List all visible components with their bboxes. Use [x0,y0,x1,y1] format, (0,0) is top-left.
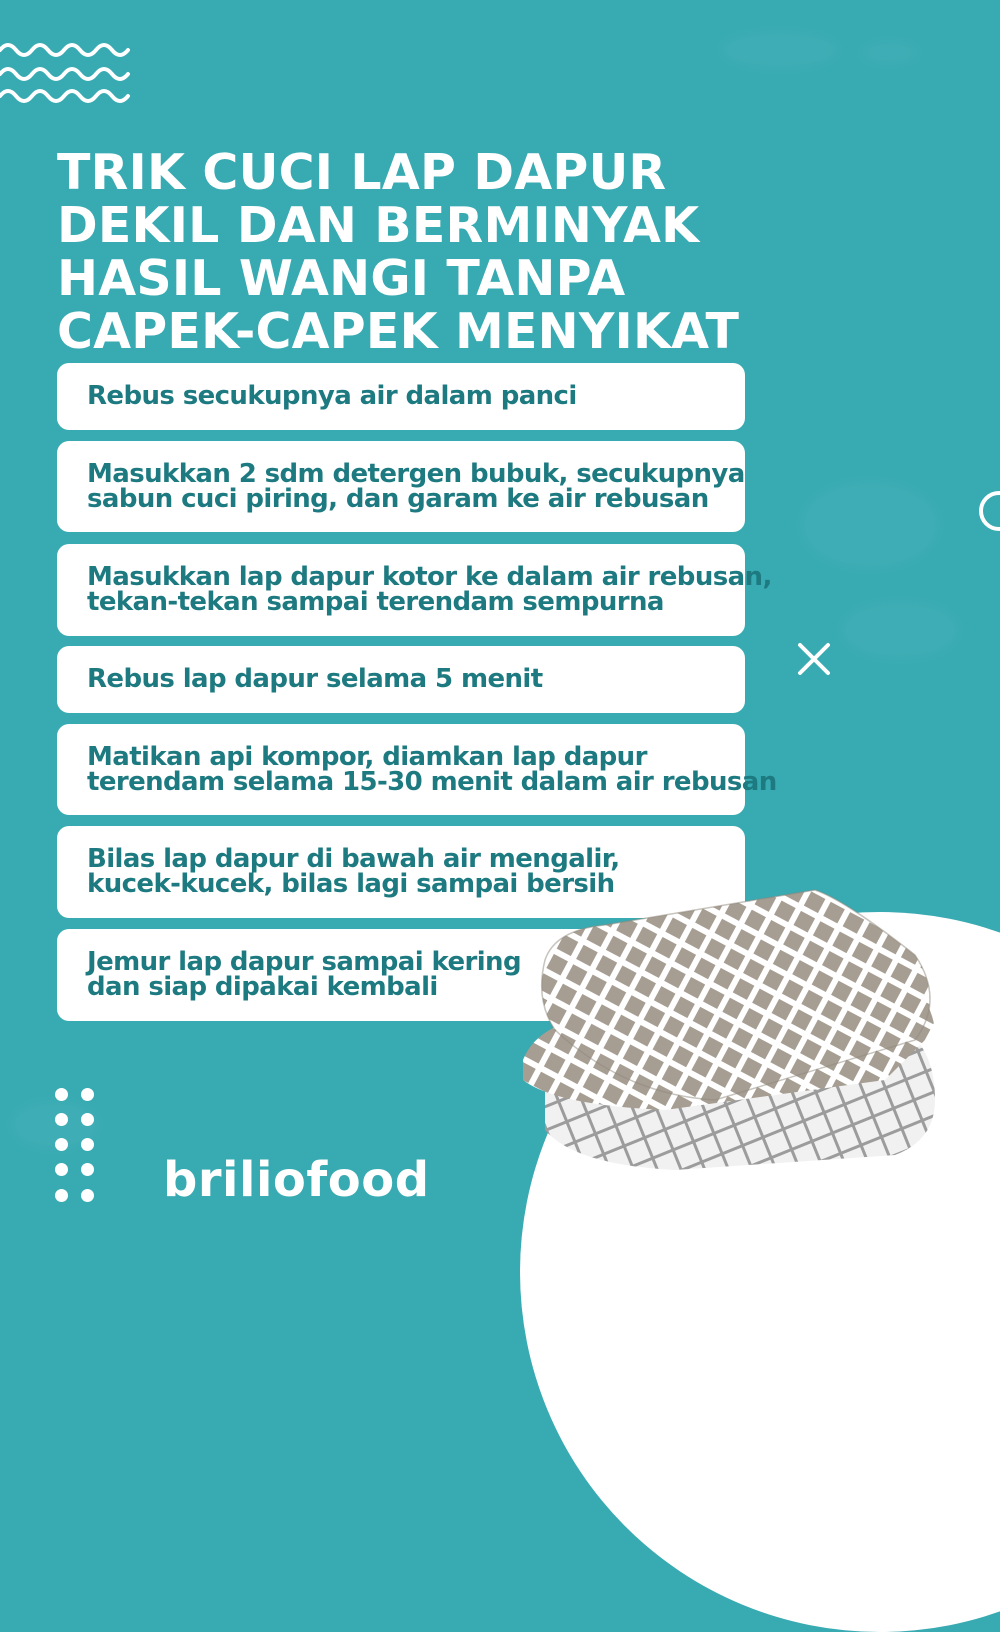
wave-lines-icon [0,38,135,108]
background-texture [840,600,960,660]
ring-icon [979,491,1000,531]
step-text: Rebus secukupnya air dalam panci [87,381,577,411]
background-texture [860,40,920,65]
step-text: kucek-kucek, bilas lagi sampai bersih [87,869,615,899]
background-texture [720,30,840,70]
page-title [57,146,739,358]
title-line: DEKIL DAN BERMINYAK [57,197,700,254]
step-text: Matikan api kompor, diamkan lap dapur [87,741,647,772]
title-line: TRIK CUCI LAP DAPUR [57,144,667,201]
step-card-1 [57,363,745,430]
step-text: sabun cuci piring, dan garam ke air rebusan [87,483,709,514]
step-card-2 [57,441,745,532]
step-text: Masukkan 2 sdm detergen bubuk, secukupnya [87,458,745,489]
step-card-3 [57,544,772,636]
step-text: Rebus lap dapur selama 5 menit [87,664,543,694]
title-line: HASIL WANGI TANPA [57,250,626,307]
step-text: Jemur lap dapur sampai kering [87,947,521,977]
step-card-4 [57,646,745,713]
step-text: Bilas lap dapur di bawah air mengalir, [87,844,620,874]
step-text: tekan-tekan sampai terendam sempurna [87,587,664,617]
step-text: terendam selama 15-30 menit dalam air rebusan [87,766,777,797]
title-line: CAPEK-CAPEK MENYIKAT [57,303,740,360]
step-text: Masukkan lap dapur kotor ke dalam air rebusan, [87,562,772,592]
step-text: dan siap dipakai kembali [87,972,438,1002]
step-card-5 [57,724,777,815]
background-texture [800,480,940,570]
cross-icon [796,641,832,677]
folded-kitchen-towels-image [515,880,955,1180]
brand-logo: briliofood [163,1152,430,1208]
